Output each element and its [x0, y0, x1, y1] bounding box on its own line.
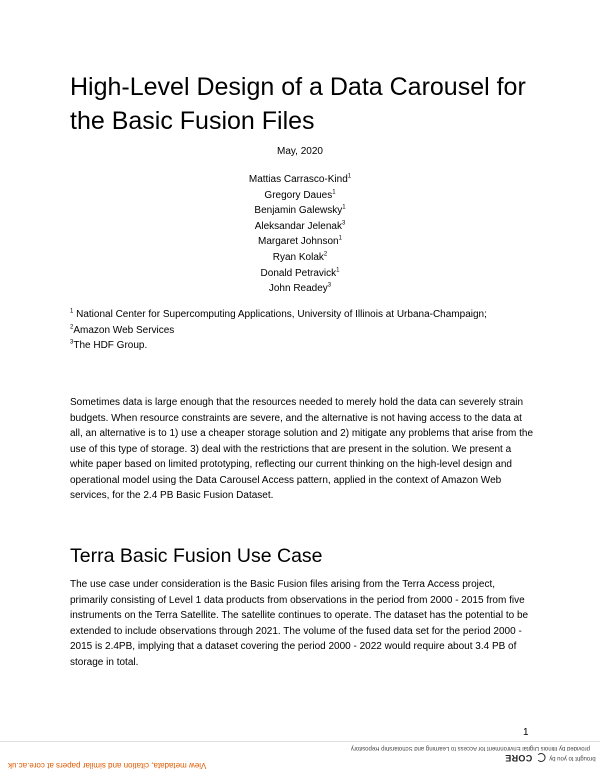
core-badge[interactable]	[505, 753, 596, 763]
paper-title: High-Level Design of a Data Carousel for the Basic Fusion Files	[70, 73, 526, 135]
affiliation: $^3$The HDF Group.	[70, 339, 148, 351]
footer-divider	[0, 741, 600, 742]
section-heading: Terra Basic Fusion Use Case	[70, 545, 323, 567]
author: Benjamin Galewsky$^1$	[254, 204, 346, 217]
abstract-paragraph: Sometimes data is large enough that the resources needed to merely hold the data can severely strain budgets. When resource constraints are severe, and the alternative is not having access to the data at all, an alternative is to 1) use a cheaper storage solution and 2) mitigate any problems that arise from the use of this type of storage. 3) deal with the restrictions that are present in the solution. We present a white paper based on limited prototyping, reflecting our current thinking on the high-level design and operational model using the Data Carousel Access pattern, applied in the context of Amazon Web services, for the 2.4 PB Basic Fusion Dataset.	[70, 397, 534, 501]
author: John Readey$^3$	[268, 282, 332, 295]
core-logo-icon	[536, 754, 545, 763]
page-number: 1	[523, 727, 529, 738]
section-paragraph: The use case under consideration is the Basic Fusion files arising from the Terra Access project, primarily consisting of Level 1 data products from observations in the period from 2000 - 2015 from five instruments on the Terra Satellite. The satellite continues to operate. The dataset has the potential to be extended to include observations through 2021. The volume of the fused data set for the period 2000 - 2015 is 2.4PB, implying that a dataset covering the period 2000 - 2022 would require about 3.4 PB of storage in total.	[70, 579, 529, 668]
affiliation: $^2$Amazon Web Services	[70, 324, 175, 336]
author: Gregory Daues$^1$	[264, 189, 336, 201]
author-list	[0, 172, 600, 297]
footer-provided-text: provided by Illinois Digital Environment for Access to Learning and Scholarship Repository	[350, 745, 590, 751]
core-logo-text: CORE	[505, 753, 533, 763]
author: Aleksandar Jelenak$^3$	[254, 220, 346, 232]
metadata-link[interactable]: View metadata, citation and similar papers at core.ac.uk	[8, 761, 207, 770]
publication-date: May, 2020	[277, 146, 323, 157]
core-prefix: brought to you by	[549, 755, 596, 761]
author: Margaret Johnson$^1$	[258, 236, 342, 248]
affiliation-list	[70, 307, 540, 354]
author: Mattias Carrasco-Kind$^1$	[248, 173, 352, 185]
author: Ryan Kolak$^2$	[272, 251, 328, 263]
affiliation: $^1$ National Center for Supercomputing Applications, University of Illinois at Urbana-Champaign;	[70, 308, 487, 320]
author: Donald Petravick$^1$	[260, 267, 340, 279]
